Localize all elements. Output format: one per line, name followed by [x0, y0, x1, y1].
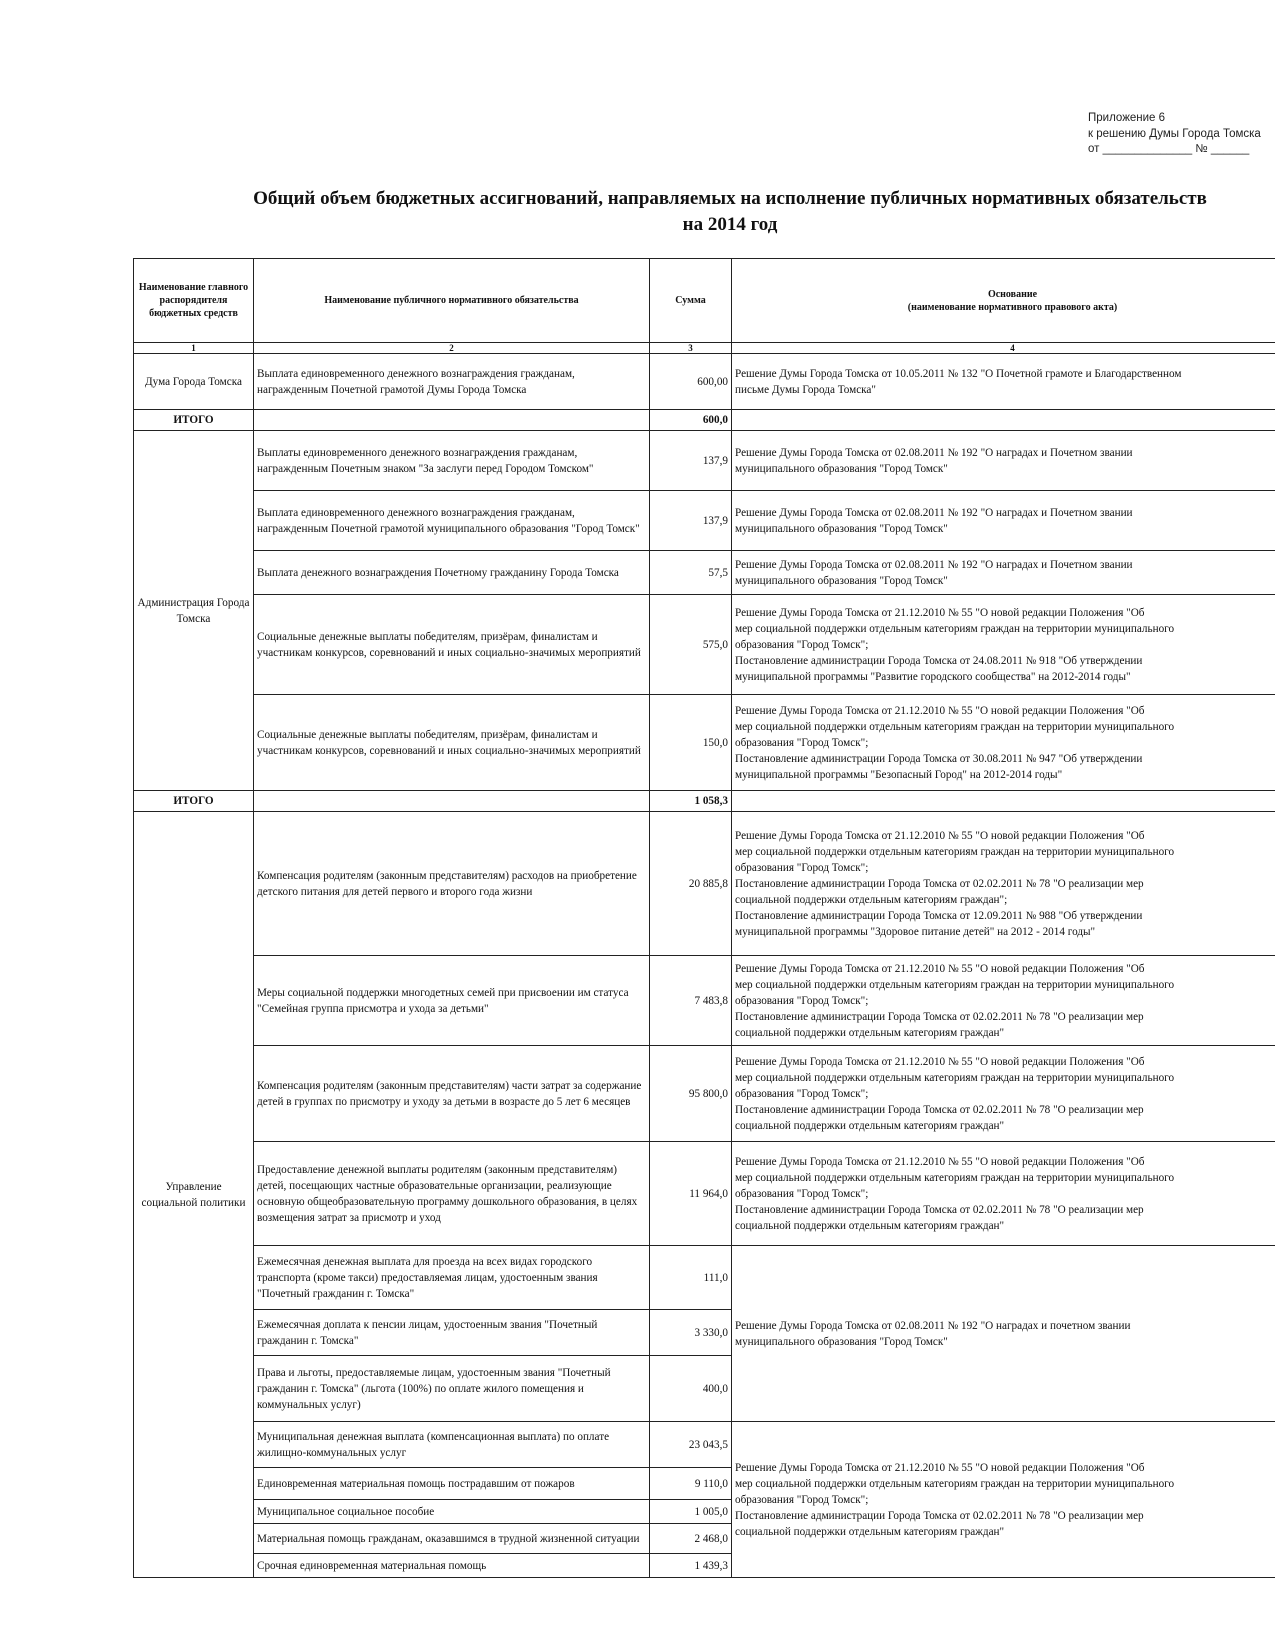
basis-line: Решение Думы Города Томска от 21.12.2010 № 55 "О новой редакции Положения "Об	[735, 829, 1145, 842]
basis-cell	[732, 812, 1275, 956]
basis-line: Решение Думы Города Томска от 21.12.2010 № 55 "О новой редакции Положения "Об	[735, 1155, 1145, 1168]
obligation-name: Выплата единовременного денежного вознаграждения гражданам, награжденным Почетной грамотой муниципального образования "Город Томск"	[254, 491, 650, 551]
obligation-sum: 9 110,0	[650, 1468, 732, 1500]
obligation-sum: 111,0	[650, 1246, 732, 1310]
basis-line: муниципальной программы "Безопасный Город" на 2012-2014 годы"	[735, 768, 1063, 781]
basis-cell	[732, 431, 1275, 491]
obligation-sum: 2 468,0	[650, 1524, 732, 1554]
title-line-2: на 2014 год	[682, 214, 778, 235]
obligation-name: Компенсация родителям (законным представителям) части затрат за содержание детей в группах по присмотру и уходу за детьми в возрасте до 5 лет 6 месяцев	[254, 1046, 650, 1142]
basis-line: образования "Город Томск";	[735, 1087, 869, 1100]
basis-line: Решение Думы Города Томска от 02.08.2011 № 192 "О наградах и Почетном звании	[735, 558, 1133, 571]
basis-line: социальной поддержки отдельным категориям граждан"	[735, 1219, 1005, 1232]
table-row	[134, 1046, 1275, 1142]
basis-line: Решение Думы Города Томска от 21.12.2010 № 55 "О новой редакции Положения "Об	[735, 606, 1145, 619]
basis-cell	[732, 491, 1275, 551]
title-line-1: Общий объем бюджетных ассигнований, направляемых на исполнение публичных нормативных обязательств	[253, 188, 1207, 209]
obligation-sum: 11 964,0	[650, 1142, 732, 1246]
org-cell: Управление социальной политики	[134, 812, 254, 1578]
table-row	[134, 695, 1275, 791]
basis-line: муниципальной программы "Здоровое питание детей" на 2012 - 2014 годы"	[735, 925, 1096, 938]
column-number: 4	[732, 343, 1275, 354]
basis-cell	[732, 1142, 1275, 1246]
basis-line: Решение Думы Города Томска от 02.08.2011 № 192 "О наградах и Почетном звании	[735, 506, 1133, 519]
basis-line: образования "Город Томск";	[735, 638, 869, 651]
obligation-name: Выплата единовременного денежного вознаграждения гражданам, награжденным Почетной грамотой Думы Города Томска	[254, 354, 650, 410]
obligation-name: Меры социальной поддержки многодетных семей при присвоении им статуса "Семейная группа присмотра и ухода за детьми"	[254, 956, 650, 1046]
basis-cell	[732, 695, 1275, 791]
appendix-line-1: Приложение 6	[1088, 112, 1166, 124]
table-row	[134, 1246, 1275, 1310]
obligation-name: Выплаты единовременного денежного вознаграждения гражданам, награжденным Почетным знаком "За заслуги перед Городом Томском"	[254, 431, 650, 491]
obligation-name: Права и льготы, предоставляемые лицам, удостоенным звания "Почетный гражданин г. Томска" (льгота (100%) по оплате жилого помещения и коммунальных услуг)	[254, 1356, 650, 1422]
obligations-table	[133, 258, 1275, 1578]
basis-cell	[732, 1246, 1275, 1422]
obligation-name: Компенсация родителям (законным представителям) расходов на приобретение детского питания для детей первого и второго года жизни	[254, 812, 650, 956]
obligation-name: Муниципальное социальное пособие	[254, 1500, 650, 1524]
header-org: Наименование главного распорядителя бюджетных средств	[134, 259, 254, 343]
header-sum: Сумма	[650, 259, 732, 343]
obligation-sum: 400,0	[650, 1356, 732, 1422]
obligation-name: Социальные денежные выплаты победителям, призёрам, финалистам и участникам конкурсов, соревнований и иных социально-значимых мероприятий	[254, 695, 650, 791]
total-row	[134, 410, 1275, 431]
header-row	[134, 259, 1275, 343]
basis-line: Постановление администрации Города Томска от 02.02.2011 № 78 "О реализации мер	[735, 1103, 1144, 1116]
obligation-name: Ежемесячная денежная выплата для проезда на всех видах городского транспорта (кроме такси) предоставляемая лицам, удостоенным звания "Почетный гражданин г. Томска"	[254, 1246, 650, 1310]
obligation-sum: 137,9	[650, 431, 732, 491]
basis-line: муниципальной программы "Развитие городского сообщества" на 2012-2014 годы"	[735, 670, 1131, 683]
basis-line: Постановление администрации Города Томска от 30.08.2011 № 947 "Об утверждении	[735, 752, 1143, 765]
obligation-sum: 57,5	[650, 551, 732, 595]
total-label: ИТОГО	[134, 791, 254, 812]
obligation-sum: 1 005,0	[650, 1500, 732, 1524]
basis-line: муниципального образования "Город Томск"	[735, 574, 948, 587]
column-number-row	[134, 343, 1275, 354]
obligation-sum: 137,9	[650, 491, 732, 551]
obligation-sum: 150,0	[650, 695, 732, 791]
header-basis-line-2: (наименование нормативного правового акта)	[907, 301, 1118, 313]
basis-line: Постановление администрации Города Томска от 12.09.2011 № 988 "Об утверждении	[735, 909, 1143, 922]
basis-line: образования "Город Томск";	[735, 736, 869, 749]
basis-line: социальной поддержки отдельным категориям граждан";	[735, 893, 1008, 906]
table-row	[134, 1422, 1275, 1468]
basis-line: Постановление администрации Города Томска от 02.02.2011 № 78 "О реализации мер	[735, 1010, 1144, 1023]
basis-line: социальной поддержки отдельным категориям граждан"	[735, 1119, 1005, 1132]
column-number: 2	[254, 343, 650, 354]
basis-cell	[732, 956, 1275, 1046]
obligation-sum: 20 885,8	[650, 812, 732, 956]
basis-line: Решение Думы Города Томска от 21.12.2010 № 55 "О новой редакции Положения "Об	[735, 704, 1145, 717]
header-obligation: Наименование публичного нормативного обязательства	[254, 259, 650, 343]
basis-cell	[732, 551, 1275, 595]
obligation-name: Материальная помощь гражданам, оказавшимся в трудной жизненной ситуации	[254, 1524, 650, 1554]
basis-line: образования "Город Томск";	[735, 861, 869, 874]
basis-line: Постановление администрации Города Томска от 02.02.2011 № 78 "О реализации мер	[735, 877, 1144, 890]
basis-line: мер социальной поддержки отдельным категориям граждан на территории муниципального	[735, 1171, 1175, 1184]
obligation-name: Выплата денежного вознаграждения Почетному гражданину Города Томска	[254, 551, 650, 595]
table-row	[134, 956, 1275, 1046]
total-empty	[254, 791, 650, 812]
basis-cell	[732, 1422, 1275, 1578]
table-row	[134, 491, 1275, 551]
basis-line: письме Думы Города Томска"	[735, 383, 876, 396]
basis-line: Постановление администрации Города Томска от 02.02.2011 № 78 "О реализации мер	[735, 1203, 1144, 1216]
basis-line: Решение Думы Города Томска от 02.08.2011 № 192 "О наградах и Почетном звании	[735, 446, 1133, 459]
basis-line: социальной поддержки отдельным категориям граждан"	[735, 1525, 1005, 1538]
obligation-name: Ежемесячная доплата к пенсии лицам, удостоенным звания "Почетный гражданин г. Томска"	[254, 1310, 650, 1356]
basis-line: Решение Думы Города Томска от 21.12.2010 № 55 "О новой редакции Положения "Об	[735, 962, 1145, 975]
basis-line: мер социальной поддержки отдельным категориям граждан на территории муниципального	[735, 1477, 1175, 1490]
obligation-sum: 575,0	[650, 595, 732, 695]
basis-cell	[732, 354, 1275, 410]
basis-line: мер социальной поддержки отдельным категориям граждан на территории муниципального	[735, 622, 1175, 635]
table-row	[134, 812, 1275, 956]
basis-line: Решение Думы Города Томска от 02.08.2011 № 192 "О наградах и почетном звании	[735, 1319, 1131, 1332]
basis-line: Решение Думы Города Томска от 21.12.2010 № 55 "О новой редакции Положения "Об	[735, 1461, 1145, 1474]
table-row	[134, 1142, 1275, 1246]
org-cell: Дума Города Томска	[134, 354, 254, 410]
basis-line: мер социальной поддержки отдельным категориям граждан на территории муниципального	[735, 1071, 1175, 1084]
total-empty	[254, 410, 650, 431]
appendix-line-3: от ______________ № ______	[1088, 143, 1250, 155]
basis-line: социальной поддержки отдельным категориям граждан"	[735, 1026, 1005, 1039]
org-cell: Администрация Города Томска	[134, 431, 254, 791]
basis-line: мер социальной поддержки отдельным категориям граждан на территории муниципального	[735, 978, 1175, 991]
document-title	[160, 186, 1275, 238]
basis-cell	[732, 595, 1275, 695]
obligation-sum: 600,00	[650, 354, 732, 410]
basis-line: образования "Город Томск";	[735, 1187, 869, 1200]
obligation-sum: 1 439,3	[650, 1554, 732, 1578]
obligations-table-wrap	[133, 258, 1275, 1578]
basis-line: Решение Думы Города Томска от 10.05.2011 № 132 "О Почетной грамоте и Благодарственном	[735, 367, 1182, 380]
table-row	[134, 595, 1275, 695]
column-number: 3	[650, 343, 732, 354]
obligation-sum: 23 043,5	[650, 1422, 732, 1468]
total-sum: 1 058,3	[650, 791, 732, 812]
table-row	[134, 551, 1275, 595]
appendix-note	[1088, 111, 1275, 158]
total-empty	[732, 791, 1275, 812]
obligation-name: Муниципальная денежная выплата (компенсационная выплата) по оплате жилищно-коммунальных услуг	[254, 1422, 650, 1468]
header-basis-line-1: Основание	[987, 288, 1038, 300]
table-row	[134, 431, 1275, 491]
basis-line: мер социальной поддержки отдельным категориям граждан на территории муниципального	[735, 845, 1175, 858]
basis-line: муниципального образования "Город Томск"	[735, 1335, 948, 1348]
header-basis	[732, 259, 1275, 343]
basis-line: мер социальной поддержки отдельным категориям граждан на территории муниципального	[735, 720, 1175, 733]
obligation-sum: 7 483,8	[650, 956, 732, 1046]
basis-line: Постановление администрации Города Томска от 02.02.2011 № 78 "О реализации мер	[735, 1509, 1144, 1522]
column-number: 1	[134, 343, 254, 354]
basis-line: муниципального образования "Город Томск"	[735, 462, 948, 475]
obligation-name: Единовременная материальная помощь пострадавшим от пожаров	[254, 1468, 650, 1500]
basis-line: образования "Город Томск";	[735, 994, 869, 1007]
basis-line: образования "Город Томск";	[735, 1493, 869, 1506]
obligation-sum: 3 330,0	[650, 1310, 732, 1356]
table-row	[134, 354, 1275, 410]
total-row	[134, 791, 1275, 812]
basis-line: муниципального образования "Город Томск"	[735, 522, 948, 535]
basis-line: Решение Думы Города Томска от 21.12.2010 № 55 "О новой редакции Положения "Об	[735, 1055, 1145, 1068]
table-body	[134, 354, 1275, 1578]
total-sum: 600,0	[650, 410, 732, 431]
basis-cell	[732, 1046, 1275, 1142]
appendix-line-2: к решению Думы Города Томска	[1088, 127, 1261, 140]
obligation-name: Предоставление денежной выплаты родителям (законным представителям) детей, посещающих частные образовательные организации, реализующие основную общеобразовательную программу дошкольного образования, в целях возмещения затрат за присмотр и уход	[254, 1142, 650, 1246]
total-label: ИТОГО	[134, 410, 254, 431]
obligation-name: Социальные денежные выплаты победителям, призёрам, финалистам и участникам конкурсов, соревнований и иных социально-значимых мероприятий	[254, 595, 650, 695]
basis-line: Постановление администрации Города Томска от 24.08.2011 № 918 "Об утверждении	[735, 654, 1143, 667]
obligation-name: Срочная единовременная материальная помощь	[254, 1554, 650, 1578]
total-empty	[732, 410, 1275, 431]
obligation-sum: 95 800,0	[650, 1046, 732, 1142]
